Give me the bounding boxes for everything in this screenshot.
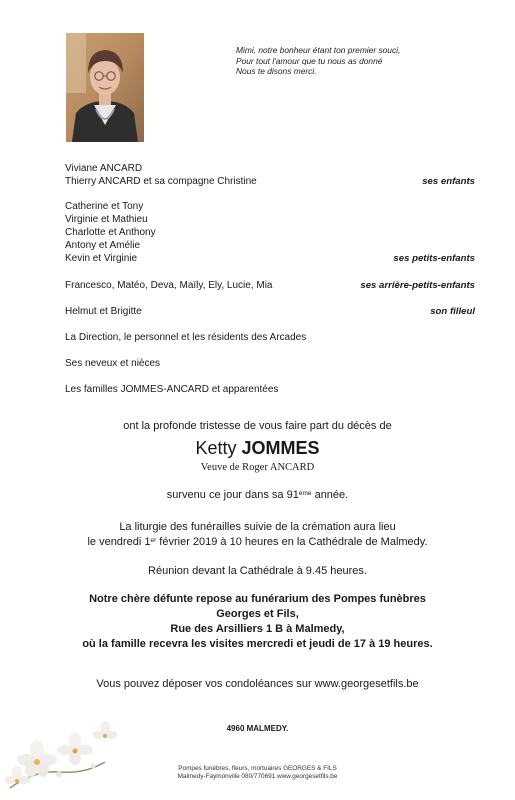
liturgy-line-2 <box>0 535 515 549</box>
family-line: La Direction, le personnel et les résidents des Arcades <box>65 332 307 343</box>
family-line: Thierry ANCARD et sa compagne Christine <box>65 176 257 187</box>
family-role: ses arrière-petits-enfants <box>360 280 475 291</box>
meeting-text: Réunion devant la Cathédrale à 9.45 heures. <box>148 565 367 577</box>
liturgy-date-text: le vendredi 1 <box>87 536 151 548</box>
family-line: Ses neveux et nièces <box>65 358 161 369</box>
family-line: Charlotte et Anthony <box>65 227 156 238</box>
family-line: Catherine et Tony <box>65 201 144 212</box>
footer-line: Pompes funèbres, fleurs, mortuaires GEORGES & FILS <box>178 765 337 772</box>
liturgy-line-1: La liturgie des funérailles suivie de la crémation aura lieu <box>119 521 396 533</box>
family-role: son filleul <box>430 306 475 317</box>
quote-line: Mimi, notre bonheur étant ton premier souci, <box>236 45 401 55</box>
family-role: ses enfants <box>422 176 475 187</box>
age-suffix: ème <box>298 490 312 497</box>
funerarium-line: où la famille recevra les visites mercredi et jeudi de 17 à 19 heures. <box>82 638 433 650</box>
liturgy-date-suffix: er <box>150 537 157 544</box>
liturgy-date-rest: février 2019 à 10 heures en la Cathédrale de Malmedy. <box>156 536 428 548</box>
age-line <box>0 488 515 502</box>
family-line: Antony et Amélie <box>65 240 141 251</box>
deceased-name <box>0 437 515 459</box>
family-line: Kevin et Virginie <box>65 253 138 264</box>
deceased-first-name: Ketty <box>195 438 237 458</box>
family-line: Virginie et Mathieu <box>65 214 148 225</box>
memorial-quote <box>236 45 400 77</box>
postcode-text: 4960 MALMEDY. <box>226 724 289 733</box>
quote-line: Nous te disons merci. <box>236 66 317 76</box>
family-role: ses petits-enfants <box>393 253 475 264</box>
announcement-text: ont la profonde tristesse de vous faire part du décès de <box>123 420 392 432</box>
quote-line: Pour tout l'amour que tu nous as donné <box>236 55 383 66</box>
deceased-last-name: JOMMES <box>241 438 320 458</box>
portrait-photo <box>66 33 144 142</box>
footer-line: Malmedy-Faymonville 080/770691 www.georgesetfils.be <box>177 773 338 780</box>
family-line: Francesco, Matéo, Deva, Maïly, Ely, Lucie, Mia <box>65 280 273 291</box>
funerarium-line: Notre chère défunte repose au funérarium des Pompes funèbres <box>89 593 426 605</box>
family-line: Viviane ANCARD <box>65 163 143 174</box>
age-text: survenu ce jour dans sa 91 <box>166 489 299 501</box>
condolences-text: Vous pouvez déposer vos condoléances sur www.georgesetfils.be <box>96 678 419 690</box>
funerarium-line: Rue des Arsilliers 1 B à Malmedy, <box>170 623 345 635</box>
family-line: Les familles JOMMES-ANCARD et apparentées <box>65 384 279 395</box>
funerarium-line: Georges et Fils, <box>216 608 299 620</box>
widow-line: Veuve de Roger ANCARD <box>200 462 315 473</box>
family-line: Helmut et Brigitte <box>65 306 142 317</box>
age-text-end: année. <box>311 489 349 501</box>
